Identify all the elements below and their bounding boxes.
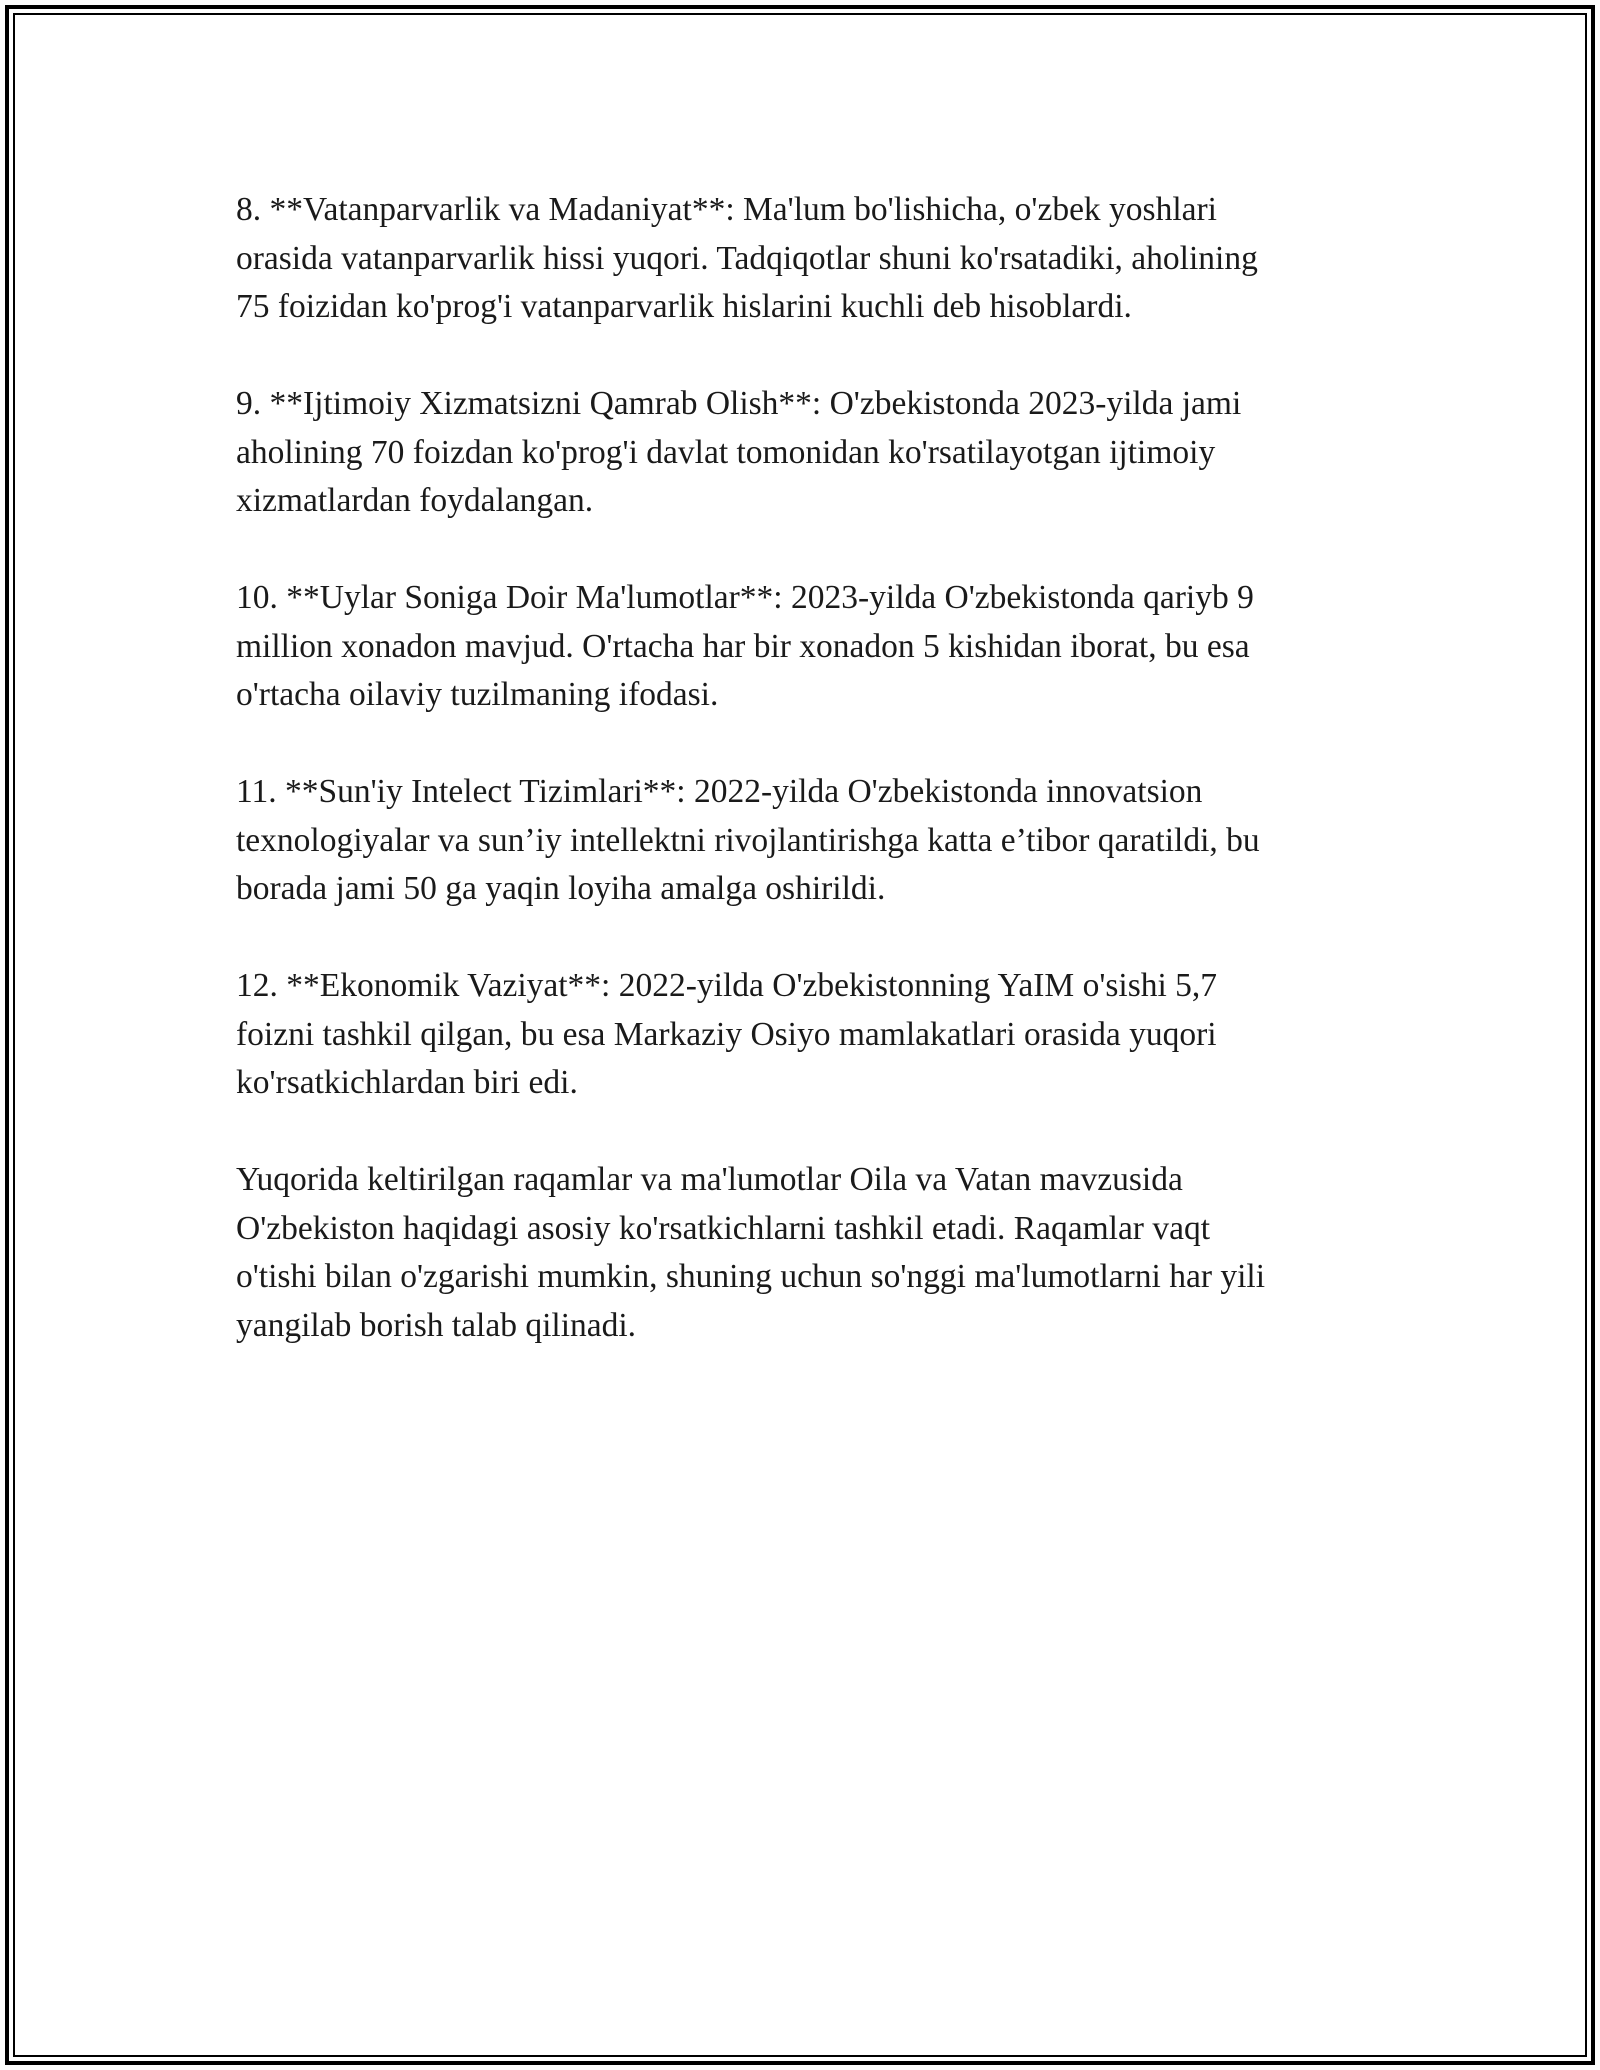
paragraph-item-12: 12. **Ekonomik Vaziyat**: 2022-yilda O'zbekistonning YaIM o'sishi 5,7 foizni tashkil qilgan, bu esa Markaziy Osiyo mamlakatlari orasida yuqori ko'rsatkichlardan biri edi. <box>236 967 1218 1101</box>
paragraph-item-9: 9. **Ijtimoiy Xizmatsizni Qamrab Olish**: O'zbekistonda 2023-yilda jami aholining 70 foizdan ko'prog'i davlat tomonidan ko'rsatilayotgan ijtimoiy xizmatlardan foydalangan. <box>236 385 1242 519</box>
document-body <box>236 186 1376 1399</box>
paragraph-item-11: 11. **Sun'iy Intelect Tizimlari**: 2022-yilda O'zbekistonda innovatsion texnologiyalar va sun’iy intellektni rivojlantirishga katta e’tibor qaratildi, bu borada jami 50 ga yaqin loyiha amalga oshirildi. <box>236 773 1260 907</box>
conclusion-paragraph: Yuqorida keltirilgan raqamlar va ma'lumotlar Oila va Vatan mavzusida O'zbekiston haqidagi asosiy ko'rsatkichlarni tashkil etadi. Raqamlar vaqt o'tishi bilan o'zgarishi mumkin, shuning uchun so'nggi ma'lumotlarni har yili yangilab borish talab qilinadi. <box>236 1161 1266 1344</box>
paragraph-item-10: 10. **Uylar Soniga Doir Ma'lumotlar**: 2023-yilda O'zbekistonda qariyb 9 million xonadon mavjud. O'rtacha har bir xonadon 5 kishidan iborat, bu esa o'rtacha oilaviy tuzilmaning ifodasi. <box>236 579 1254 713</box>
paragraph-item-8: 8. **Vatanparvarlik va Madaniyat**: Ma'lum bo'lishicha, o'zbek yoshlari orasida vatanparvarlik hissi yuqori. Tadqiqotlar shuni ko'rsatadiki, aholining 75 foizidan ko'prog'i vatanparvarlik hislarini kuchli deb hisoblardi. <box>236 191 1258 325</box>
